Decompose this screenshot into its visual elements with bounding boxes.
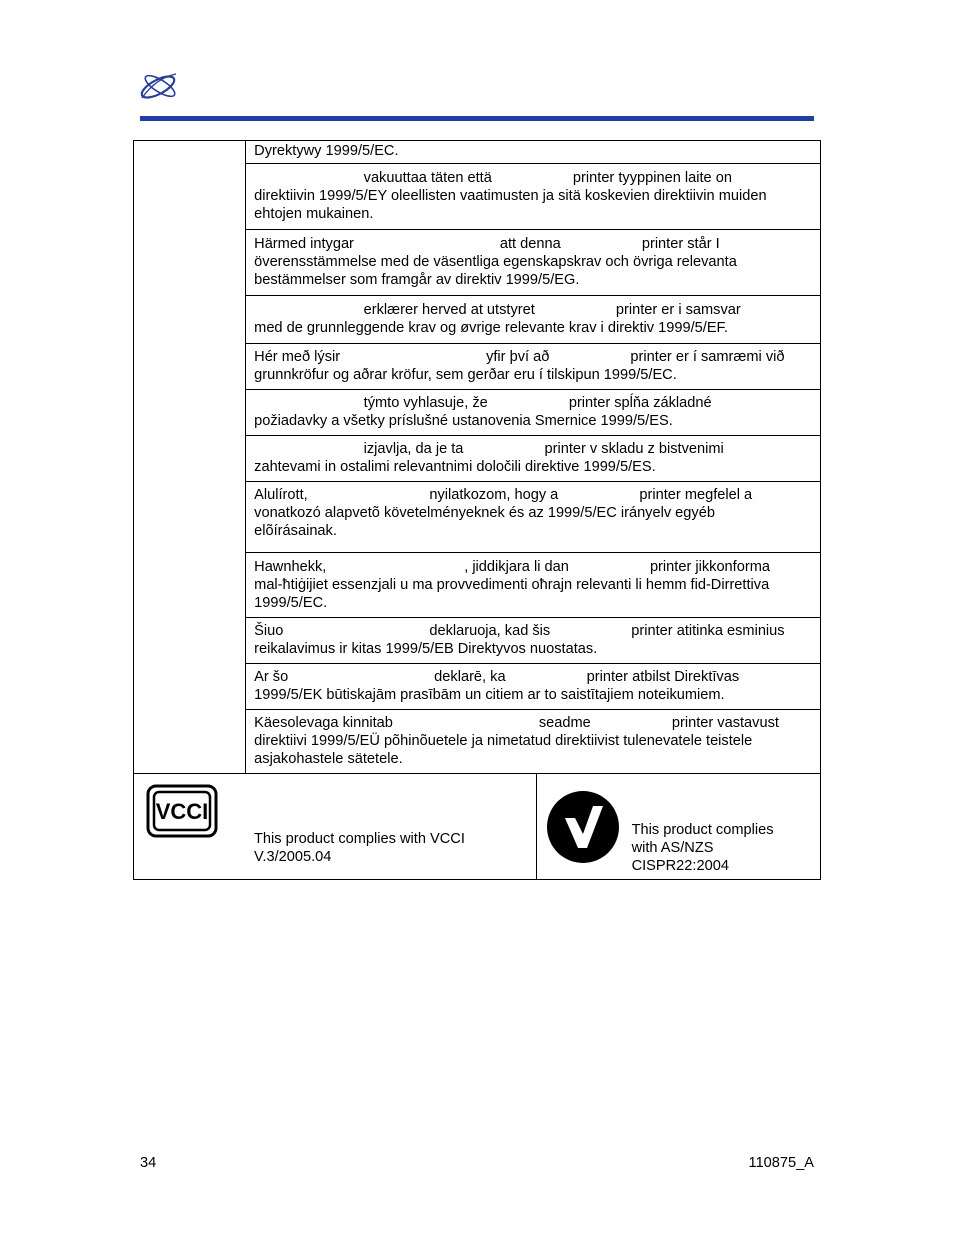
declaration-cell	[246, 344, 821, 390]
declaration-cell	[246, 390, 821, 436]
declaration-text: Šiuo deklaruoja, kad šis printer atitinka esminius reikalavimus ir kitas 1999/5/EB Direktyvos nuostatas.	[254, 623, 785, 657]
declaration-cell	[246, 296, 821, 344]
declaration-text: Hawnhekk, , jiddikjara li dan printer jikkonforma mal-ħtiġijiet essenzjali u ma provvedimenti oħrajn relevanti li hemm fid-Dirrettiva 1999/5/EC.	[254, 559, 770, 611]
declaration-text: izjavlja, da je ta printer v skladu z bistvenimi zahtevami in ostalimi relevantnimi določili direktive 1999/5/ES.	[254, 441, 724, 475]
vcci-logo-icon	[146, 784, 218, 838]
declaration-cell	[246, 482, 821, 553]
document-code: 110875_A	[748, 1155, 814, 1171]
declaration-text: vakuuttaa täten että printer tyyppinen laite on direktiivin 1999/5/EY oleellisten vaatimusten ja sitä koskevien direktiivin muiden ehtojen mukainen.	[254, 170, 767, 222]
declaration-cell	[246, 141, 821, 164]
ctick-compliance-text: This product complies with AS/NZS CISPR22:2004	[631, 822, 774, 874]
vcci-cell	[134, 774, 537, 880]
declaration-cell	[246, 553, 821, 618]
declaration-text: týmto vyhlasuje, že printer spĺňa základné požiadavky a všetky príslušné ustanovenia Smernice 1999/5/ES.	[254, 395, 712, 429]
declaration-text: Härmed intygar att denna printer står I överensstämmelse med de väsentliga egenskapskrav och övriga relevanta bestämmelser som framgår av direktiv 1999/5/EG.	[254, 236, 737, 288]
declaration-text: Hér með lýsir yfir því að printer er í samræmi við grunnkröfur og aðrar kröfur, sem gerðar eru í tilskipun 1999/5/EC.	[254, 349, 785, 383]
table-row	[134, 141, 821, 164]
ctick-cell	[536, 774, 820, 880]
declaration-text: Alulírott, nyilatkozom, hogy a printer megfelel a vonatkozó alapvetõ követelményeknek és az 1999/5/EC irányelv egyéb elõírásainak.	[254, 487, 753, 539]
declaration-cell	[246, 164, 821, 230]
compliance-row	[134, 774, 821, 880]
declaration-cell	[246, 230, 821, 296]
declaration-cell	[246, 664, 821, 710]
declaration-cell	[246, 710, 821, 774]
left-column-cell	[134, 141, 246, 774]
declaration-text: Dyrektywy 1999/5/EC.	[254, 143, 399, 159]
c-tick-logo-icon	[545, 788, 621, 866]
vcci-compliance-text: This product complies with VCCI V.3/2005.04	[254, 831, 465, 865]
declaration-text: Ar šo deklarē, ka printer atbilst Direktīvas 1999/5/EK būtiskajām prasībām un citiem ar to saistītajiem noteikumiem.	[254, 669, 740, 703]
header-rule	[140, 116, 814, 121]
declaration-cell	[246, 436, 821, 482]
declaration-text: erklærer herved at utstyret printer er i samsvar med de grunnleggende krav og øvrige relevante krav i direktiv 1999/5/EF.	[254, 302, 741, 336]
declaration-cell	[246, 618, 821, 664]
page-number: 34	[140, 1155, 157, 1171]
brand-logo-icon	[136, 70, 182, 102]
declarations-table	[133, 140, 821, 880]
declaration-text: Käesolevaga kinnitab seadme printer vastavust direktiivi 1999/5/EÜ põhinõuetele ja nimetatud direktiivist tulenevatele teistele asjakohastele sätetele.	[254, 715, 779, 767]
vcci-logo-text: VCCI	[155, 799, 209, 824]
